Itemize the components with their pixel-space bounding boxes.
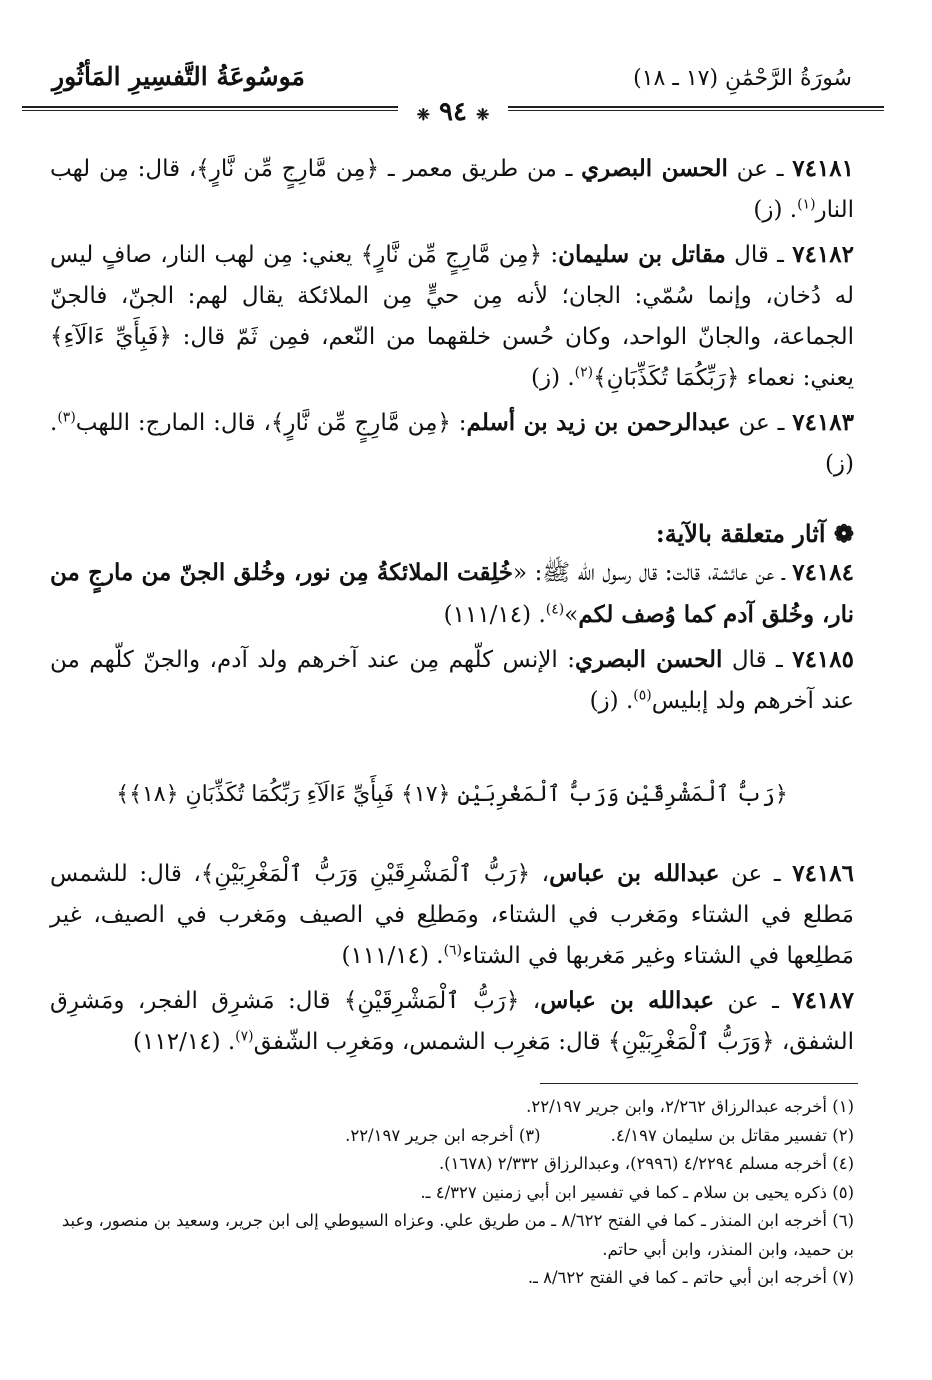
footnote-6: (٦) أخرجه ابن المنذر ـ كما في الفتح ٨/٦٢٢ ـ من طريق علي. وعزاه السيوطي إلى ابن جرير، وسعيد بن منصور، وعبد بن حميد، وابن المنذر، وابن أبي حاتم. [61,1211,854,1259]
narration-74186 [50,853,854,977]
narrator-name: عبدالله بن عباس [549,860,720,887]
ornament-icon: ❈ [416,105,430,124]
narration-74182 [50,234,854,399]
footnote-7: (٧) أخرجه ابن أبي حاتم ـ كما في الفتح ٨/٦٢٢ ـ. [527,1268,854,1287]
narration-number: ٧٤١٨٦ [792,860,855,887]
footnotes [50,1093,854,1293]
footnote-3: (٣) أخرجه ابن جرير ٢٢/١٩٧. [345,1125,541,1145]
footnote-2: (٢) تفسير مقاتل بن سليمان ٤/١٩٧. [610,1125,854,1145]
main-text [50,148,854,1066]
narration-number: ٧٤١٨١ [792,155,855,182]
narrator-name: عبدالرحمن بن زيد بن أسلم [466,409,731,436]
narration-end: . (١١١/١٤) [341,943,444,969]
narration-intro: ـ قال [725,242,793,268]
narration-end: . (ز) [753,197,798,223]
narrator-name: عبدالله بن عباس [540,987,715,1014]
narration-end: . (١١١/١٤) [443,602,546,628]
narration-number: ٧٤١٨٢ [792,241,854,268]
footnote-ref: (٥) [633,687,652,704]
narration-intro: ـ عن [719,861,793,887]
narration-intro: ـ عن [727,156,793,182]
surah-header: سُورَةُ الرَّحْمَٰنِ (١٧ ـ ١٨) [633,66,852,91]
narration-number: ٧٤١٨٥ [792,646,854,673]
narration-intro: ـ عن عائشة، قالت: قال رسول الله ﷺ: « [513,560,793,586]
narration-intro: ـ عن [730,410,793,436]
ornament-icon: ❈ [476,105,490,124]
narration-text: » [564,602,579,628]
narration-74185 [50,639,854,722]
page-number: ٩٤ [439,97,467,127]
narrator-name: مقاتل بن سليمان [558,241,726,268]
book-title-header: مَوسُوعَةُ التَّفسِيرِ المَأثُورِ [52,62,305,91]
footnote-row [50,1122,854,1151]
hadith-text: خُلِقت الملائكةُ مِن نور، وخُلق الجنّ من مارجٍ من نار، وخُلق آدم كما وُصف لكم [50,559,854,628]
narration-74187 [50,980,854,1063]
narration-end: . (ز) [530,365,575,391]
narration-text: : ﴿مِن مَّارِجٍ مِّن نَّارٍ﴾، قال: المارج: اللهب [75,410,467,436]
narration-text: : ﴿مِن مَّارِجٍ مِّن نَّارٍ﴾ يعني: مِن لهب النار، صافٍ ليس له دُخان، وإنما سُمّي: الجان؛ لأنه مِن حيٍّ مِن الملائكة يقال لهم: الجنّ، فالجنّ الجماعة، والجانّ الواحد، وكان حُسن خلقهما من النّعم، فمِن ثَمّ قال: ﴿فَبِأَيِّ ءَالَآءِ﴾ يعني: نعماء ﴿رَبِّكُمَا تُكَذِّبَانِ﴾ [50,242,854,391]
narration-number: ٧٤١٨٣ [792,409,855,436]
narration-number: ٧٤١٨٤ [792,559,854,586]
narrator-name: الحسن البصري [581,155,728,182]
footnote-1: (١) أخرجه عبدالرزاق ٢/٢٦٢، وابن جرير ٢٢/١٩٧. [526,1097,854,1116]
narration-end: . (ز) [50,410,854,477]
footnote-ref: (٢) [574,364,594,381]
narration-number: ٧٤١٨٧ [792,987,854,1014]
narration-text: ـ من طريق معمر ـ ﴿مِن مَّارِجٍ مِّن نَّارٍ﴾، قال: مِن لهب النار [50,156,854,223]
footnote-ref: (١) [797,196,816,213]
narration-text: ، ﴿رَبُّ ٱلْمَشْرِقَيْنِ﴾ قال: مَشرِق الفجر، ومَشرِق الشفق، ﴿وَرَبُّ ٱلْمَغْرِبَيْنِ﴾ قال: مَغرِب الشمس، ومَغرِب الشّفق [50,988,854,1055]
footnote-ref: (٧) [235,1028,254,1045]
section-title: ❁ آثار متعلقة بالآية: [655,519,854,548]
footnote-ref: (٦) [443,942,463,959]
footnote-ref: (٣) [57,409,76,426]
narration-intro: ـ قال [722,647,793,673]
page-number-box [398,96,508,128]
narration-text: ، ﴿رَبُّ ٱلْمَشْرِقَيْنِ وَرَبُّ ٱلْمَغْرِبَيْنِ﴾، قال: للشمس مَطلع في الشتاء ومَغرب في الشتاء، ومَطلِع في الصيف ومَغرب في الصيف، غير مَطلِعها في الشتاء وغير مَغربها في الشتاء [50,861,854,969]
footnote-4: (٤) أخرجه مسلم ٤/٢٢٩٤ (٢٩٩٦)، وعبدالرزاق ٢/٣٣٢ (١٦٧٨). [438,1154,854,1173]
narration-74181 [50,148,854,231]
narration-74183 [50,402,854,485]
narration-text: : الإنس كلّهم مِن عند آخرهم ولد آدم، والجنّ كلّهم من عند آخرهم ولد إبليس [50,647,854,714]
footnote-5: (٥) ذكره يحيى بن سلام ـ كما في تفسير ابن أبي زمنين ٤/٣٢٧ ـ. [420,1182,854,1202]
narration-end: . (١١٢/١٤) [133,1029,236,1055]
narration-74184 [50,552,854,636]
footnote-ref: (٤) [545,601,565,618]
narration-end: . (ز) [589,688,634,714]
quran-ayah: ﴿رَبُّ ٱلْمَشْرِقَيْنِ وَرَبُّ ٱلْمَغْرِبَيْنِ ﴿١٧﴾ فَبِأَيِّ ءَالَآءِ رَبِّكُمَا تُكَذِّبَانِ ﴿١٨﴾﴾ [116,782,788,807]
narration-intro: ـ عن [714,988,793,1014]
footnote-rule [540,1083,858,1084]
narrator-name: الحسن البصري [574,646,723,673]
